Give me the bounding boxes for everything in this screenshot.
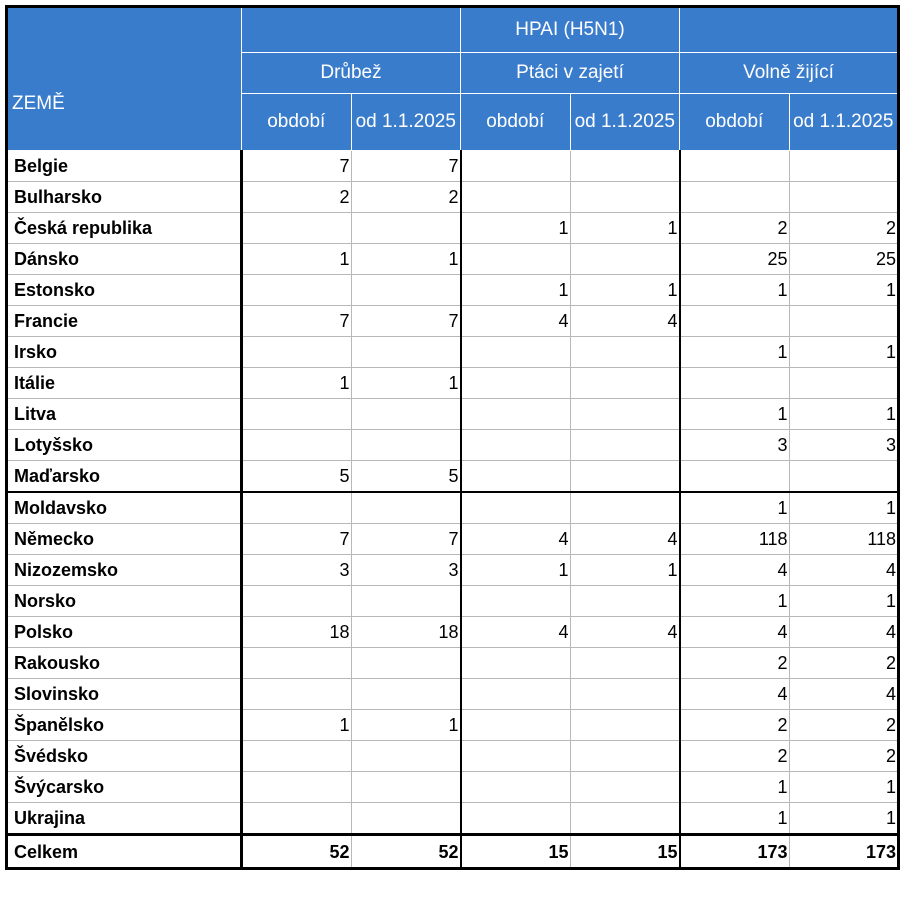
group-title: HPAI (H5N1)	[461, 7, 680, 53]
cell-value: 2	[789, 741, 899, 772]
table-row	[7, 586, 899, 617]
cell-value	[570, 151, 680, 182]
cell-value: 118	[680, 524, 790, 555]
cell-value: 7	[242, 524, 352, 555]
table-row	[7, 430, 899, 461]
cell-value	[461, 586, 571, 617]
cell-value	[461, 741, 571, 772]
cell-value	[461, 803, 571, 835]
cell-value: 1	[570, 555, 680, 586]
country-name: Polsko	[7, 617, 242, 648]
total-value: 52	[242, 835, 352, 869]
cell-value	[680, 306, 790, 337]
cell-value	[461, 772, 571, 803]
cell-value: 4	[680, 617, 790, 648]
cell-value: 4	[570, 524, 680, 555]
cell-value: 4	[461, 617, 571, 648]
cell-value	[461, 368, 571, 399]
category-header: Drůbež	[242, 53, 461, 94]
cell-value	[461, 182, 571, 213]
cell-value: 2	[680, 648, 790, 679]
cell-value	[461, 461, 571, 493]
cell-value: 1	[242, 368, 352, 399]
table-row	[7, 337, 899, 368]
table-row	[7, 182, 899, 213]
hpai-table	[5, 5, 900, 870]
country-name: Maďarsko	[7, 461, 242, 493]
cell-value	[242, 213, 352, 244]
cell-value: 4	[789, 617, 899, 648]
cell-value: 1	[789, 492, 899, 524]
table-row	[7, 244, 899, 275]
cell-value: 4	[789, 555, 899, 586]
total-value: 52	[351, 835, 461, 869]
category-header: Ptáci v zajetí	[461, 53, 680, 94]
cell-value: 7	[351, 524, 461, 555]
cell-value: 1	[461, 213, 571, 244]
cell-value	[351, 586, 461, 617]
cell-value	[242, 741, 352, 772]
cell-value	[570, 368, 680, 399]
cell-value: 1	[461, 275, 571, 306]
cell-value: 1	[242, 244, 352, 275]
cell-value	[242, 337, 352, 368]
country-name: Itálie	[7, 368, 242, 399]
table-row	[7, 772, 899, 803]
period-header: období	[461, 94, 571, 151]
cell-value: 1	[680, 275, 790, 306]
cell-value: 1	[789, 803, 899, 835]
table-row	[7, 151, 899, 182]
cell-value: 4	[461, 306, 571, 337]
cell-value	[570, 399, 680, 430]
cell-value	[570, 741, 680, 772]
cell-value: 18	[351, 617, 461, 648]
cell-value	[351, 399, 461, 430]
cell-value	[351, 679, 461, 710]
cell-value: 1	[570, 275, 680, 306]
table-row	[7, 306, 899, 337]
cell-value	[351, 492, 461, 524]
cell-value	[461, 648, 571, 679]
cell-value	[242, 275, 352, 306]
table-row	[7, 741, 899, 772]
cell-value: 2	[242, 182, 352, 213]
table-row	[7, 368, 899, 399]
cell-value	[789, 151, 899, 182]
table-row	[7, 555, 899, 586]
cell-value	[351, 772, 461, 803]
cell-value	[680, 151, 790, 182]
table-row	[7, 679, 899, 710]
cell-value: 1	[789, 337, 899, 368]
cell-value: 118	[789, 524, 899, 555]
country-name: Lotyšsko	[7, 430, 242, 461]
cell-value	[570, 679, 680, 710]
country-name: Rakousko	[7, 648, 242, 679]
country-name: Moldavsko	[7, 492, 242, 524]
cell-value: 2	[680, 213, 790, 244]
cell-value	[461, 492, 571, 524]
cell-value: 4	[789, 679, 899, 710]
cell-value	[461, 399, 571, 430]
cell-value	[789, 368, 899, 399]
cell-value	[789, 182, 899, 213]
table-row	[7, 399, 899, 430]
cell-value	[680, 368, 790, 399]
table-row	[7, 524, 899, 555]
cell-value	[570, 492, 680, 524]
cell-value: 4	[461, 524, 571, 555]
table-row	[7, 213, 899, 244]
cell-value	[570, 337, 680, 368]
country-name: Španělsko	[7, 710, 242, 741]
cell-value	[570, 182, 680, 213]
country-name: Irsko	[7, 337, 242, 368]
cell-value	[461, 679, 571, 710]
cell-value	[570, 803, 680, 835]
cell-value: 25	[789, 244, 899, 275]
cell-value: 1	[789, 772, 899, 803]
period-header: období	[680, 94, 790, 151]
country-name: Německo	[7, 524, 242, 555]
cell-value	[242, 803, 352, 835]
cell-value	[351, 741, 461, 772]
cell-value: 2	[680, 710, 790, 741]
cell-value: 2	[789, 710, 899, 741]
cell-value: 1	[680, 586, 790, 617]
cell-value	[570, 430, 680, 461]
cell-value: 18	[242, 617, 352, 648]
cell-value: 3	[789, 430, 899, 461]
cell-value	[351, 213, 461, 244]
header-blank-right	[680, 7, 899, 53]
period-header: období	[242, 94, 352, 151]
cell-value: 1	[680, 399, 790, 430]
cell-value: 7	[242, 151, 352, 182]
total-value: 15	[461, 835, 571, 869]
cell-value	[242, 586, 352, 617]
cell-value	[680, 182, 790, 213]
cell-value	[351, 648, 461, 679]
cell-value	[461, 430, 571, 461]
country-name: Bulharsko	[7, 182, 242, 213]
table-row	[7, 617, 899, 648]
cell-value	[570, 710, 680, 741]
cell-value	[242, 648, 352, 679]
country-name: Švýcarsko	[7, 772, 242, 803]
cell-value	[570, 648, 680, 679]
cell-value: 3	[351, 555, 461, 586]
cell-value: 1	[242, 710, 352, 741]
country-name: Nizozemsko	[7, 555, 242, 586]
cell-value	[351, 275, 461, 306]
header-blank-left	[242, 7, 461, 53]
country-name: Dánsko	[7, 244, 242, 275]
cell-value	[789, 306, 899, 337]
cell-value: 7	[351, 151, 461, 182]
cell-value: 25	[680, 244, 790, 275]
cell-value: 3	[242, 555, 352, 586]
cell-value	[461, 337, 571, 368]
cell-value: 1	[680, 337, 790, 368]
total-row	[7, 835, 899, 869]
cell-value: 2	[789, 213, 899, 244]
cell-value: 4	[570, 617, 680, 648]
country-name: Česká republika	[7, 213, 242, 244]
cell-value	[570, 244, 680, 275]
cell-value: 1	[351, 368, 461, 399]
table-row	[7, 803, 899, 835]
since-header: od 1.1.2025	[570, 94, 680, 151]
cell-value	[570, 772, 680, 803]
cell-value: 5	[351, 461, 461, 493]
cell-value: 4	[680, 555, 790, 586]
total-value: 173	[789, 835, 899, 869]
table-row	[7, 492, 899, 524]
country-name: Švédsko	[7, 741, 242, 772]
country-name: Ukrajina	[7, 803, 242, 835]
cell-value: 1	[789, 275, 899, 306]
total-label: Celkem	[7, 835, 242, 869]
cell-value: 7	[351, 306, 461, 337]
country-name: Litva	[7, 399, 242, 430]
cell-value: 1	[680, 492, 790, 524]
cell-value: 7	[242, 306, 352, 337]
cell-value: 2	[351, 182, 461, 213]
table-row	[7, 648, 899, 679]
total-value: 15	[570, 835, 680, 869]
country-name: Estonsko	[7, 275, 242, 306]
category-header: Volně žijící	[680, 53, 899, 94]
cell-value: 4	[570, 306, 680, 337]
cell-value	[242, 492, 352, 524]
cell-value	[351, 803, 461, 835]
table-body	[7, 151, 899, 869]
cell-value	[461, 151, 571, 182]
cell-value	[680, 461, 790, 493]
cell-value: 1	[680, 772, 790, 803]
cell-value	[242, 399, 352, 430]
total-value: 173	[680, 835, 790, 869]
country-name: Norsko	[7, 586, 242, 617]
cell-value: 1	[351, 244, 461, 275]
cell-value: 1	[680, 803, 790, 835]
country-column-header: ZEMĚ	[7, 7, 242, 151]
cell-value	[570, 461, 680, 493]
cell-value: 4	[680, 679, 790, 710]
cell-value: 1	[461, 555, 571, 586]
table-row	[7, 275, 899, 306]
cell-value: 2	[680, 741, 790, 772]
cell-value	[242, 772, 352, 803]
country-name: Belgie	[7, 151, 242, 182]
cell-value	[461, 244, 571, 275]
country-name: Francie	[7, 306, 242, 337]
cell-value: 1	[789, 586, 899, 617]
cell-value	[242, 679, 352, 710]
cell-value: 1	[789, 399, 899, 430]
cell-value	[789, 461, 899, 493]
cell-value: 1	[351, 710, 461, 741]
cell-value	[570, 586, 680, 617]
table-row	[7, 461, 899, 493]
cell-value	[351, 337, 461, 368]
cell-value	[242, 430, 352, 461]
since-header: od 1.1.2025	[351, 94, 461, 151]
cell-value	[351, 430, 461, 461]
cell-value: 3	[680, 430, 790, 461]
since-header: od 1.1.2025	[789, 94, 899, 151]
cell-value: 5	[242, 461, 352, 493]
cell-value: 2	[789, 648, 899, 679]
table-row	[7, 710, 899, 741]
country-name: Slovinsko	[7, 679, 242, 710]
cell-value	[461, 710, 571, 741]
cell-value: 1	[570, 213, 680, 244]
